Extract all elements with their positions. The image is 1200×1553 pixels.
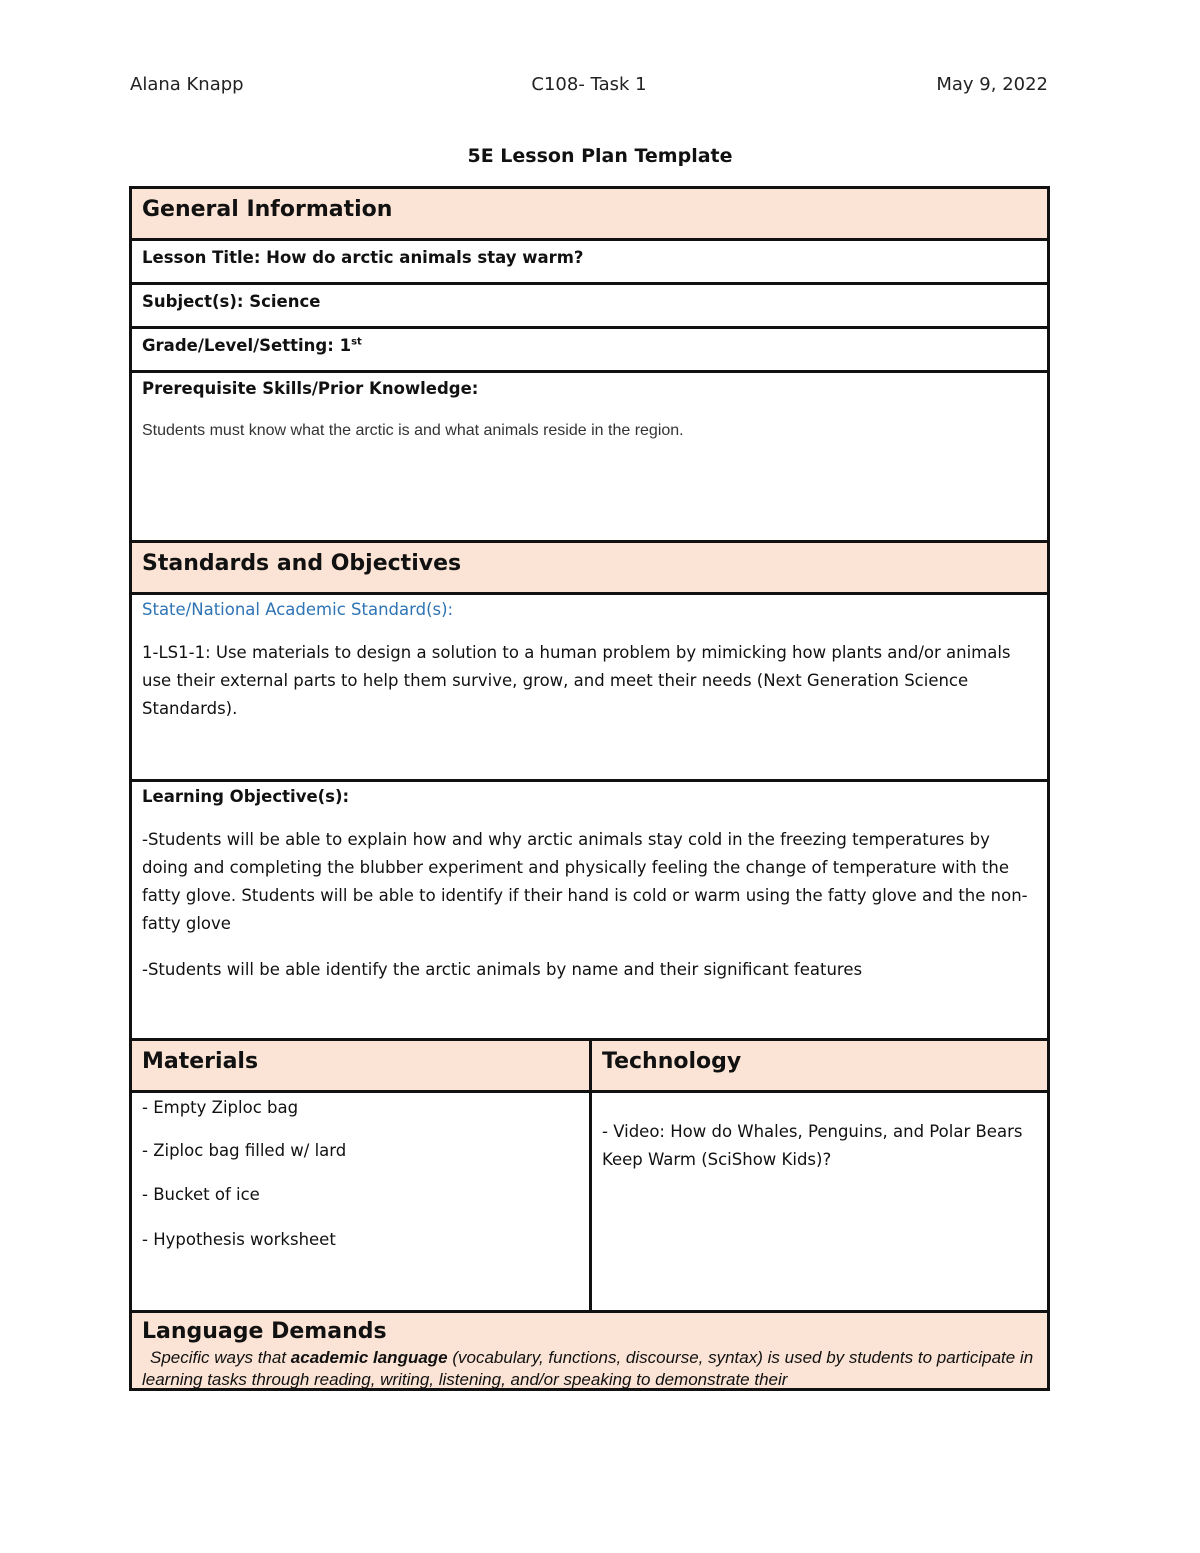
grade-level bbox=[142, 336, 362, 355]
list-item: - Bucket of ice bbox=[142, 1185, 260, 1204]
materials-header bbox=[129, 1038, 592, 1093]
standards-header bbox=[129, 540, 1050, 595]
learning-objective-1: -Students will be able to explain how and why arctic animals stay cold in the freezing temperatures by doing and completing the blubber experiment and physically feeling the change of temperature with the fatty glove. Students will be able to identify if their hand is cold or warm using the fatty glove and the non-fatty glove bbox=[142, 830, 1028, 933]
header-date: May 9, 2022 bbox=[936, 74, 1048, 95]
header-course: C108- Task 1 bbox=[531, 74, 647, 95]
general-info-header bbox=[129, 186, 1050, 241]
prereq-row bbox=[129, 370, 1050, 543]
learning-objective-2: -Students will be able identify the arctic animals by name and their significant features bbox=[142, 960, 863, 979]
language-demands-section bbox=[129, 1310, 1050, 1391]
language-demands-text bbox=[142, 1347, 1042, 1391]
grade-row bbox=[129, 326, 1050, 373]
technology-heading: Technology bbox=[602, 1049, 742, 1074]
grade-label: Grade/Level/Setting: 1 bbox=[142, 336, 352, 355]
grade-superscript: st bbox=[351, 336, 362, 348]
subjects-row bbox=[129, 282, 1050, 329]
lesson-title: Lesson Title: How do arctic animals stay warm? bbox=[142, 248, 584, 267]
language-demands-text-start: Specific ways that bbox=[150, 1348, 291, 1367]
header-author: Alana Knapp bbox=[130, 74, 244, 95]
technology-header bbox=[589, 1038, 1050, 1093]
prereq-text: Students must know what the arctic is and what animals reside in the region. bbox=[142, 422, 684, 439]
list-item: - Ziploc bag filled w/ lard bbox=[142, 1141, 347, 1160]
technology-content bbox=[589, 1090, 1050, 1313]
list-item: - Hypothesis worksheet bbox=[142, 1230, 336, 1249]
document-title: 5E Lesson Plan Template bbox=[467, 145, 733, 167]
learning-objectives-row bbox=[129, 779, 1050, 1041]
academic-standard-label: State/National Academic Standard(s): bbox=[142, 600, 454, 619]
list-item: - Empty Ziploc bag bbox=[142, 1098, 299, 1117]
materials-list bbox=[129, 1090, 592, 1313]
materials-heading: Materials bbox=[142, 1049, 259, 1074]
language-demands-heading: Language Demands bbox=[142, 1319, 387, 1344]
language-demands-text-end: (vocabulary, functions, discourse, syntax) is used by students to participate in learning tasks through reading, writing, listening, and/or speaking to demonstrate their bbox=[142, 1348, 1034, 1389]
academic-standard-text: 1-LS1-1: Use materials to design a solution to a human problem by mimicking how plants and/or animals use their external parts to help them survive, grow, and meet their needs (Next Generation Science Standards). bbox=[142, 643, 1011, 718]
subjects: Subject(s): Science bbox=[142, 292, 321, 311]
standards-heading: Standards and Objectives bbox=[142, 551, 462, 576]
technology-text: - Video: How do Whales, Penguins, and Polar Bears Keep Warm (SciShow Kids)? bbox=[602, 1122, 1023, 1169]
general-info-heading: General Information bbox=[142, 197, 393, 222]
academic-language-term: academic language bbox=[290, 1348, 448, 1367]
prereq-label: Prerequisite Skills/Prior Knowledge: bbox=[142, 379, 479, 398]
academic-standard-row bbox=[129, 592, 1050, 782]
learning-objectives-label: Learning Objective(s): bbox=[142, 787, 350, 806]
lesson-title-row bbox=[129, 238, 1050, 285]
